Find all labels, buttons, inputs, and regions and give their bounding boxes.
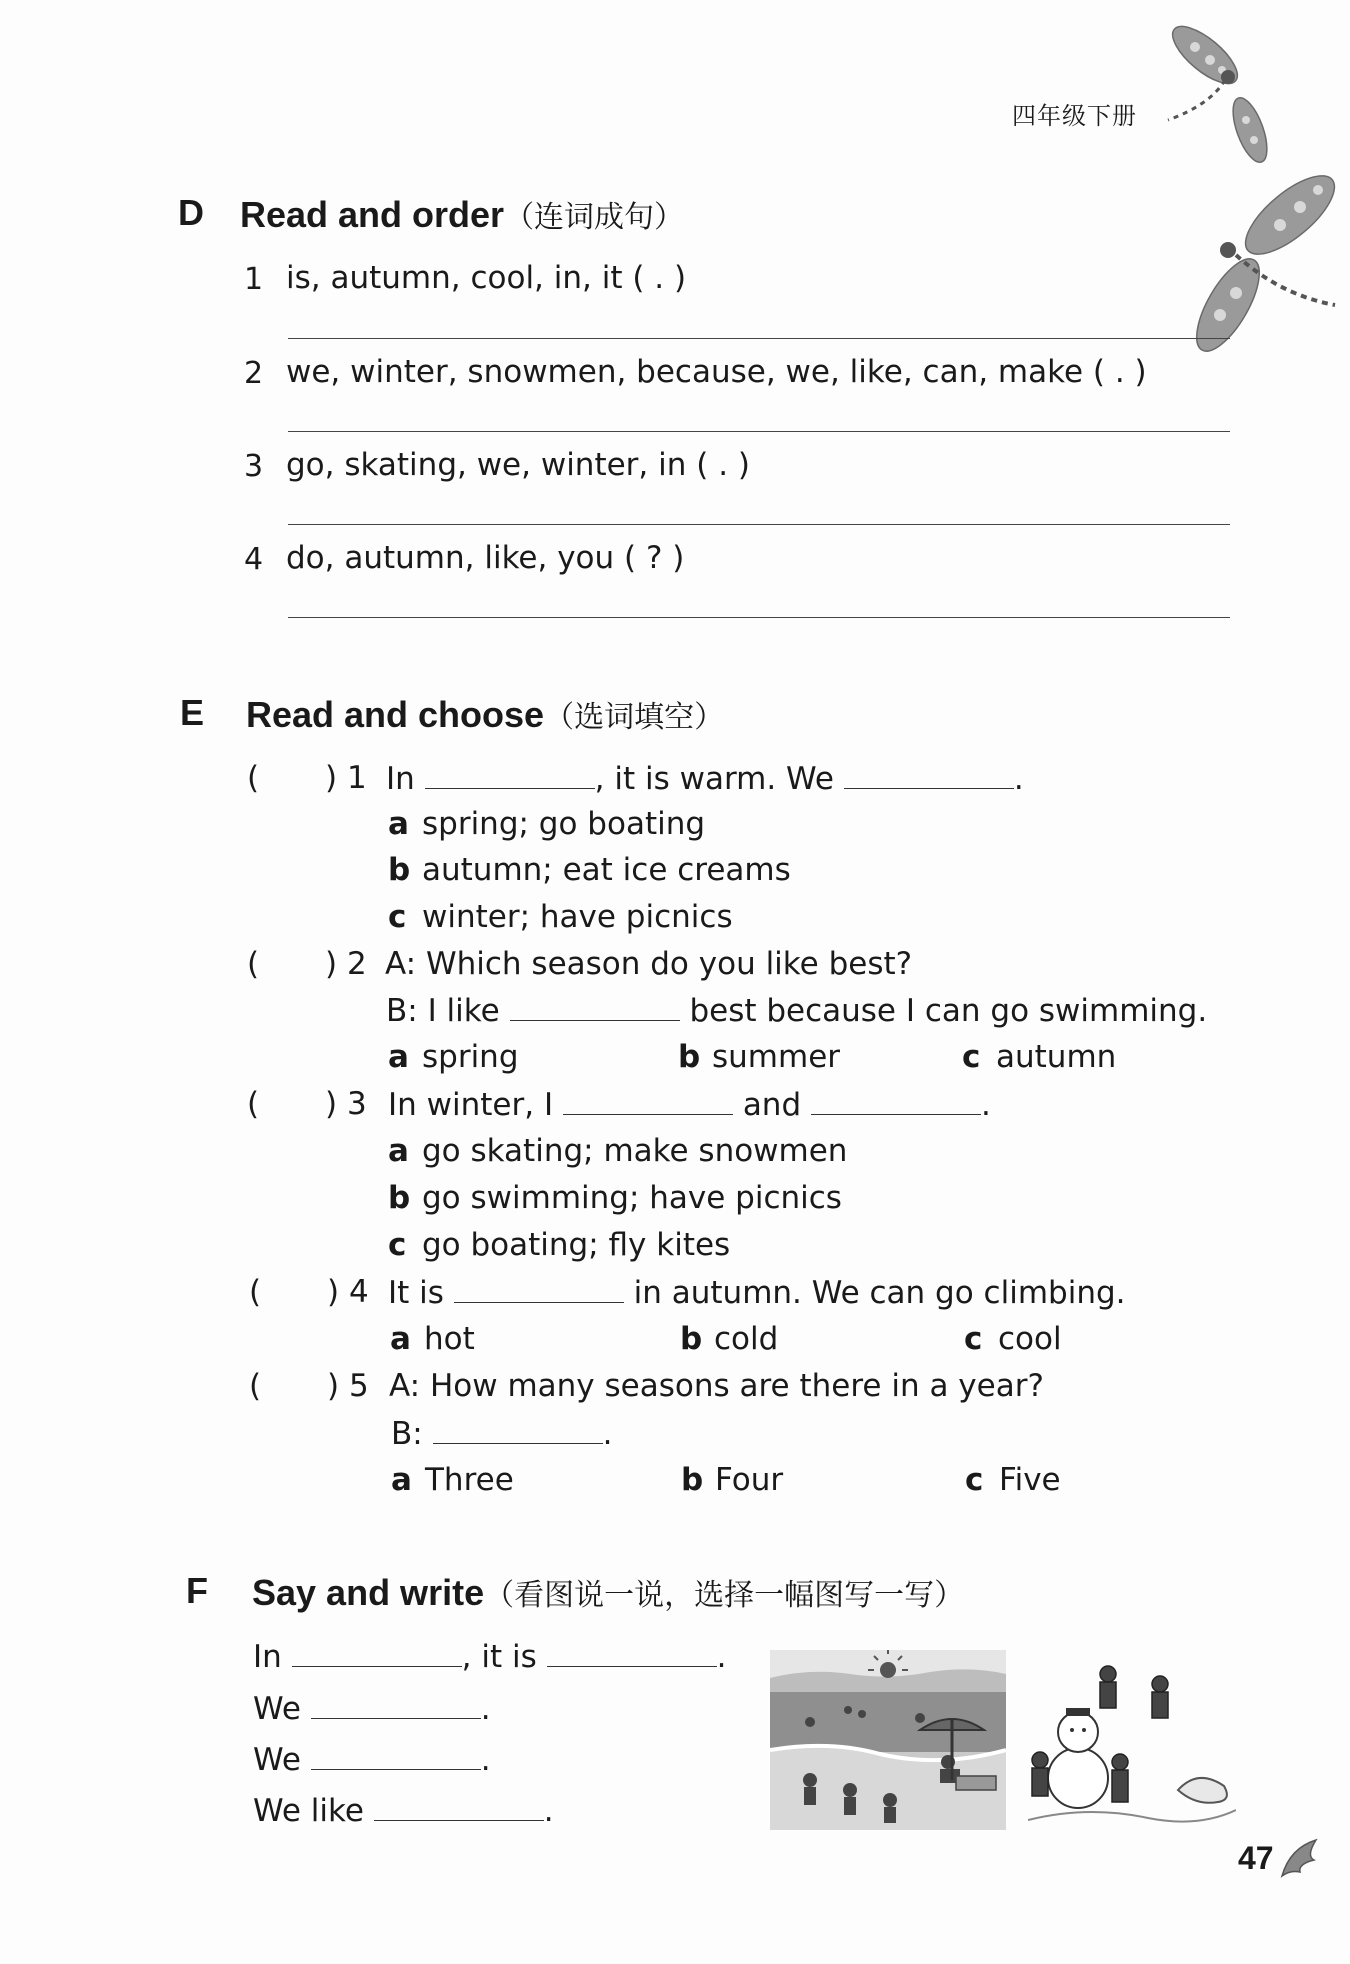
f-blank-activity-1[interactable] bbox=[311, 1690, 481, 1719]
q1-stem-end: . bbox=[1013, 761, 1024, 797]
f-line-3-pre: We bbox=[253, 1742, 301, 1778]
d-item-4-text: do, autumn, like, you ( ? ) bbox=[286, 540, 685, 576]
q4-answer-open-paren[interactable]: ( bbox=[249, 1274, 262, 1310]
q1-stem bbox=[386, 760, 1024, 797]
q3-stem-end: . bbox=[981, 1087, 991, 1123]
q5-option-c[interactable] bbox=[965, 1462, 1061, 1498]
page-number: 47 bbox=[1238, 1840, 1274, 1876]
option-text: go skating; make snowmen bbox=[422, 1133, 848, 1169]
q1-stem-mid: , it is warm. We bbox=[594, 761, 834, 797]
q2-line-a: A: Which season do you like best? bbox=[385, 946, 913, 982]
option-letter: a bbox=[390, 1321, 411, 1357]
f-blank-activity-2[interactable] bbox=[311, 1741, 481, 1770]
f-line-2 bbox=[253, 1690, 491, 1727]
section-d-title-en: Read and order bbox=[240, 194, 505, 235]
d-item-3-number: 3 bbox=[244, 449, 264, 484]
q5-answer-open-paren[interactable]: ( bbox=[249, 1368, 262, 1404]
section-f-title-cn: （看图说一说，选择一幅图写一写） bbox=[484, 1579, 965, 1612]
q4-stem bbox=[388, 1274, 1126, 1311]
option-text: spring bbox=[422, 1039, 519, 1075]
q3-option-a[interactable] bbox=[388, 1133, 847, 1169]
q5-option-b[interactable] bbox=[681, 1462, 783, 1498]
q3-blank-2[interactable] bbox=[811, 1086, 981, 1115]
q3-stem-pre: In winter, I bbox=[388, 1087, 554, 1123]
d-item-2-text: we, winter, snowmen, because, we, like, can, make ( . ) bbox=[286, 354, 1147, 390]
q2-option-a[interactable] bbox=[388, 1039, 519, 1075]
f-blank-like[interactable] bbox=[374, 1792, 544, 1821]
leaf-icon bbox=[1280, 1838, 1320, 1878]
d-answer-line-1[interactable] bbox=[288, 338, 1230, 339]
f-line-2-pre: We bbox=[253, 1691, 301, 1727]
option-text: go swimming; have picnics bbox=[422, 1180, 842, 1216]
q4-blank[interactable] bbox=[454, 1274, 624, 1303]
option-letter: b bbox=[678, 1039, 701, 1075]
q2-line-b bbox=[386, 992, 1207, 1029]
q4-option-b[interactable] bbox=[680, 1321, 778, 1357]
q4-option-a[interactable] bbox=[390, 1321, 475, 1357]
q3-option-b[interactable] bbox=[388, 1180, 842, 1216]
option-letter: c bbox=[388, 899, 407, 935]
q5-line-b-pre: B: bbox=[391, 1416, 423, 1452]
option-text: Five bbox=[999, 1462, 1061, 1498]
section-e-title-en: Read and choose bbox=[246, 694, 545, 735]
f-line-3 bbox=[253, 1741, 491, 1778]
f-line-4 bbox=[253, 1792, 554, 1829]
q3-answer-open-paren[interactable]: ( bbox=[247, 1086, 260, 1122]
section-f-title bbox=[252, 1570, 964, 1614]
q3-number: ) 3 bbox=[325, 1086, 367, 1122]
q5-number: ) 5 bbox=[327, 1368, 369, 1404]
q1-stem-pre: In bbox=[386, 761, 415, 797]
d-item-4-number: 4 bbox=[244, 542, 264, 577]
d-item-3-text: go, skating, we, winter, in ( . ) bbox=[286, 447, 751, 483]
q1-blank-1[interactable] bbox=[425, 760, 595, 789]
option-letter: a bbox=[388, 1039, 409, 1075]
section-e-title-cn: （选词填空） bbox=[544, 701, 725, 734]
option-letter: a bbox=[388, 806, 409, 842]
option-letter: b bbox=[388, 852, 411, 888]
q2-option-c[interactable] bbox=[962, 1039, 1116, 1075]
section-e-letter: E bbox=[180, 692, 205, 733]
q1-number: ) 1 bbox=[325, 760, 367, 796]
q5-line-b bbox=[391, 1415, 612, 1452]
q2-answer-open-paren[interactable]: ( bbox=[247, 946, 260, 982]
option-text: go boating; fly kites bbox=[422, 1227, 731, 1263]
q3-stem bbox=[388, 1086, 991, 1123]
option-letter: a bbox=[391, 1462, 412, 1498]
d-answer-line-3[interactable] bbox=[288, 524, 1230, 525]
q4-stem-post: in autumn. We can go climbing. bbox=[633, 1275, 1126, 1311]
q2-line-b-pre: B: I like bbox=[386, 993, 500, 1029]
option-letter: b bbox=[681, 1462, 704, 1498]
option-text: summer bbox=[712, 1039, 841, 1075]
d-answer-line-4[interactable] bbox=[288, 617, 1230, 618]
d-item-2-number: 2 bbox=[244, 356, 264, 391]
option-letter: a bbox=[388, 1133, 409, 1169]
option-text: spring; go boating bbox=[422, 806, 706, 842]
q2-option-b[interactable] bbox=[678, 1039, 840, 1075]
dragonfly-decoration bbox=[1150, 15, 1340, 355]
q4-number: ) 4 bbox=[327, 1274, 369, 1310]
q5-line-b-end: . bbox=[602, 1416, 613, 1452]
q4-option-c[interactable] bbox=[964, 1321, 1062, 1357]
q1-option-c[interactable] bbox=[388, 899, 733, 935]
option-text: Three bbox=[425, 1462, 514, 1498]
f-line-2-end: . bbox=[480, 1691, 491, 1727]
q2-number: ) 2 bbox=[325, 946, 367, 982]
section-d-title bbox=[240, 192, 684, 236]
option-text: autumn; eat ice creams bbox=[422, 852, 791, 888]
f-blank-season[interactable] bbox=[292, 1638, 462, 1667]
q2-blank[interactable] bbox=[510, 992, 680, 1021]
option-letter: c bbox=[965, 1462, 984, 1498]
d-answer-line-2[interactable] bbox=[288, 431, 1230, 432]
option-text: hot bbox=[424, 1321, 475, 1357]
option-letter: c bbox=[388, 1227, 407, 1263]
option-text: cold bbox=[714, 1321, 779, 1357]
f-line-1 bbox=[253, 1638, 726, 1675]
option-letter: c bbox=[964, 1321, 983, 1357]
option-text: cool bbox=[998, 1321, 1062, 1357]
q4-stem-pre: It is bbox=[388, 1275, 444, 1311]
q1-blank-2[interactable] bbox=[844, 760, 1014, 789]
snowman-winter-picture bbox=[1028, 1650, 1236, 1830]
f-line-4-pre: We like bbox=[253, 1793, 364, 1829]
f-blank-weather[interactable] bbox=[547, 1638, 717, 1667]
f-line-1-end: . bbox=[716, 1639, 727, 1675]
q2-line-b-post: best because I can go swimming. bbox=[689, 993, 1208, 1029]
grade-label: 四年级下册 bbox=[1012, 102, 1137, 130]
q3-option-c[interactable] bbox=[388, 1227, 730, 1263]
option-letter: b bbox=[388, 1180, 411, 1216]
option-text: winter; have picnics bbox=[422, 899, 733, 935]
q1-answer-open-paren[interactable]: ( bbox=[247, 760, 260, 796]
f-line-4-end: . bbox=[543, 1793, 554, 1829]
q1-option-a[interactable] bbox=[388, 806, 705, 842]
q5-option-a[interactable] bbox=[391, 1462, 514, 1498]
option-text: autumn bbox=[996, 1039, 1117, 1075]
f-line-1-pre: In bbox=[253, 1639, 282, 1675]
option-text: Four bbox=[715, 1462, 784, 1498]
section-f-letter: F bbox=[186, 1570, 208, 1611]
d-item-1-number: 1 bbox=[244, 262, 264, 297]
beach-summer-picture bbox=[770, 1650, 1006, 1830]
q5-blank[interactable] bbox=[433, 1415, 603, 1444]
option-letter: b bbox=[680, 1321, 703, 1357]
f-line-3-end: . bbox=[480, 1742, 491, 1778]
f-line-1-mid: , it is bbox=[461, 1639, 537, 1675]
section-e-title bbox=[246, 692, 724, 736]
q5-line-a: A: How many seasons are there in a year? bbox=[389, 1368, 1044, 1404]
option-letter: c bbox=[962, 1039, 981, 1075]
d-item-1-text: is, autumn, cool, in, it ( . ) bbox=[286, 260, 687, 296]
section-d-letter: D bbox=[178, 192, 204, 233]
section-f-title-en: Say and write bbox=[252, 1572, 485, 1613]
section-d-title-cn: （连词成句） bbox=[504, 201, 685, 234]
q3-stem-mid: and bbox=[742, 1087, 802, 1123]
q1-option-b[interactable] bbox=[388, 852, 791, 888]
q3-blank-1[interactable] bbox=[563, 1086, 733, 1115]
